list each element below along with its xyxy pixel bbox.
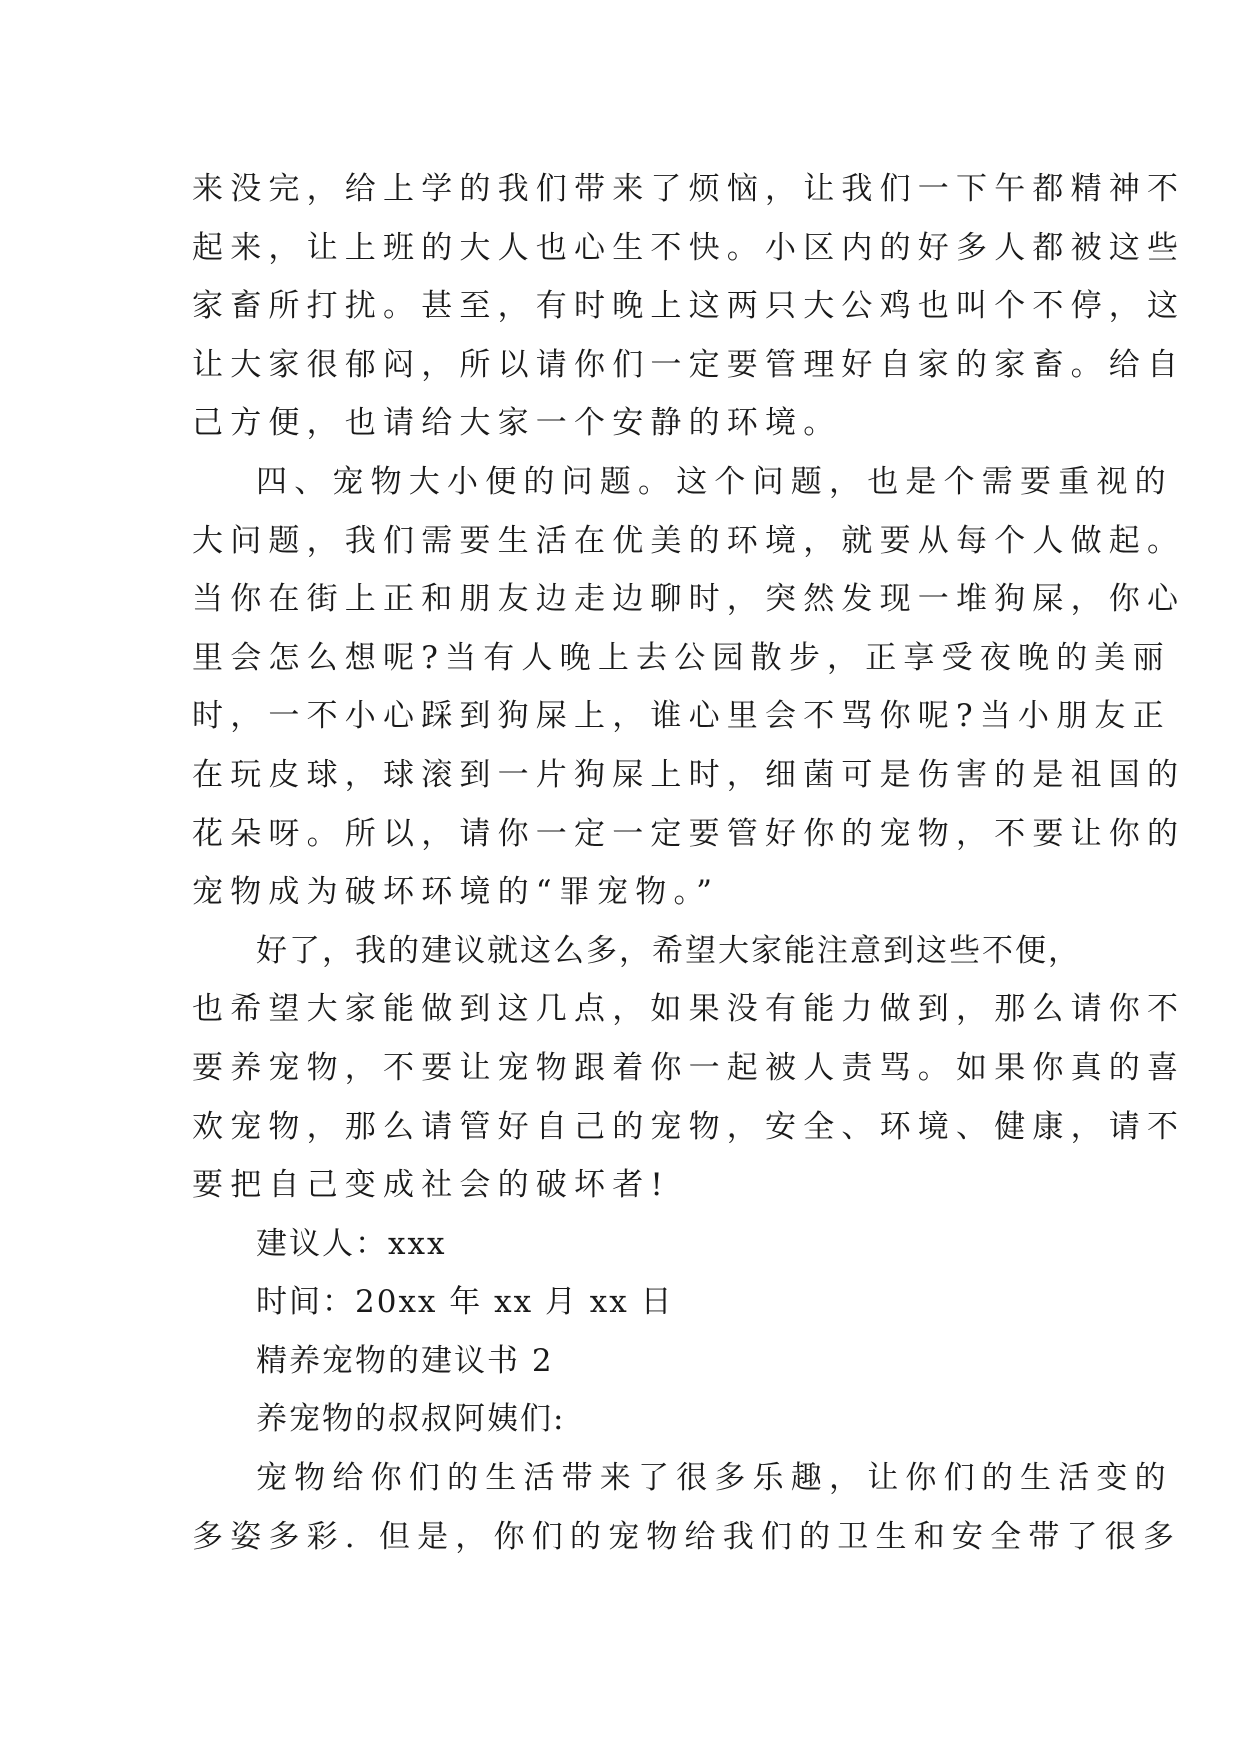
text-line: 花朵呀。所以，请你一定一定要管好你的宠物，不要让你的 — [192, 815, 1186, 852]
text-line: 让大家很郁闷，所以请你们一定要管理好自家的家畜。给自 — [192, 346, 1186, 383]
text-line: 来没完，给上学的我们带来了烦恼，让我们一下午都精神不 — [192, 171, 1186, 207]
text-line: 时，一不小心踩到狗屎上，谁心里会不骂你呢?当小朋友正 — [192, 698, 1171, 735]
text-line: 在玩皮球，球滚到一片狗屎上时，细菌可是伤害的是祖国的 — [192, 756, 1186, 793]
text-line: 当你在街上正和朋友边走边聊时，突然发现一堆狗屎，你心 — [192, 581, 1186, 618]
text-line: 家畜所打扰。甚至，有时晚上这两只大公鸡也叫个不停，这 — [192, 288, 1186, 325]
text-line: 里会怎么想呢?当有人晚上去公园散步，正享受夜晚的美丽 — [192, 639, 1171, 676]
signature-date: 时间：20xx 年 xx 月 xx 日 — [256, 1284, 674, 1321]
text-line: 己方便，也请给大家一个安静的环境。 — [192, 405, 842, 442]
paragraph-start-line: 好了，我的建议就这么多，希望大家能注意到这些不便， — [256, 932, 1081, 969]
text-line: 多姿多彩. 但是，你们的宠物给我们的卫生和安全带了很多 — [192, 1518, 1182, 1555]
paragraph-start-line: 宠物给你们的生活带来了很多乐趣，让你们的生活变的 — [256, 1460, 1173, 1497]
salutation: 养宠物的叔叔阿姨们: — [256, 1401, 566, 1438]
text-line: 起来，让上班的大人也心生不快。小区内的好多人都被这些 — [192, 229, 1186, 266]
paragraph-start-line: 四、宠物大小便的问题。这个问题，也是个需要重视的 — [256, 463, 1173, 500]
text-line: 也希望大家能做到这几点，如果没有能力做到，那么请你不 — [192, 991, 1186, 1028]
document-body — [192, 160, 1186, 1566]
section-title: 精养宠物的建议书 2 — [256, 1342, 554, 1379]
text-line: 要把自己变成社会的破坏者! — [192, 1167, 671, 1204]
text-line: 要养宠物，不要让宠物跟着你一起被人责骂。如果你真的喜 — [192, 1049, 1186, 1086]
text-line: 欢宠物，那么请管好自己的宠物，安全、环境、健康，请不 — [192, 1108, 1186, 1145]
text-line: 宠物成为破坏环境的“罪宠物。” — [192, 874, 720, 911]
signature-proposer: 建议人：xxx — [256, 1225, 447, 1262]
text-line: 大问题，我们需要生活在优美的环境，就要从每个人做起。 — [192, 522, 1186, 559]
